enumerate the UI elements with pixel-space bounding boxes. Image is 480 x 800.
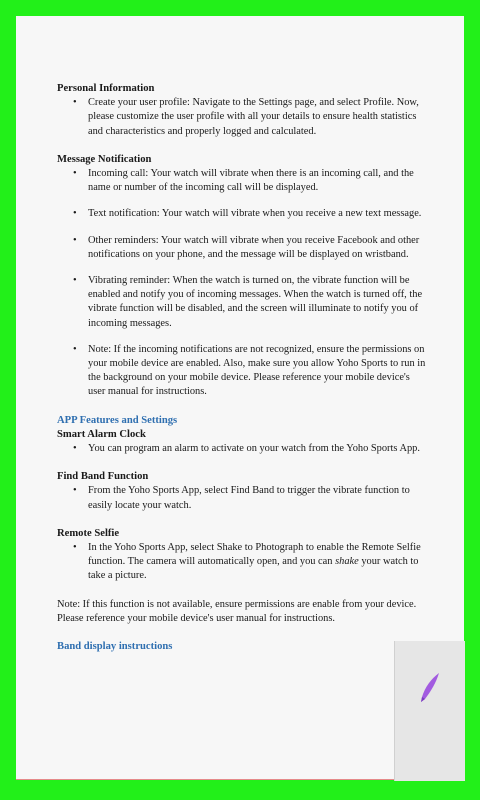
bullet: •: [73, 234, 77, 246]
list-item: • You can program an alarm to activate on your watch from the Yoho Sports App.: [57, 442, 427, 456]
find-band-heading: Find Band Function: [57, 471, 149, 483]
bullet: •: [73, 542, 77, 554]
message-notification-heading: Message Notification: [57, 153, 152, 165]
smart-alarm-heading: Smart Alarm Clock: [57, 428, 146, 440]
list-item: • From the Yoho Sports App, select Find Band to trigger the vibrate function to easily locate your watch.: [73, 485, 410, 511]
list-item: • Note: If the incoming notifications are not recognized, ensure the permissions on your mobile device are enabled. Also, make sure you allow Yoho Sports to run in the background on your mobile device. Please reference your mobile device's user manual for instructions.: [73, 343, 426, 398]
bullet: •: [73, 443, 77, 455]
list-item: • In the Yoho Sports App, select Shake to Photograph to enable the Remote Selfie function. The camera will automatically open, and you can shake your watch to take a picture.: [73, 542, 421, 582]
bullet: •: [73, 485, 77, 497]
personal-information-heading: Personal Information: [57, 83, 155, 94]
remote-selfie-heading: Remote Selfie: [57, 527, 120, 539]
list-item: • Incoming call: Your watch will vibrate when there is an incoming call, and the name or number of the incoming call will be displayed.: [73, 168, 414, 194]
list-item: • Text notification: Your watch will vibrate when you receive a new text message.: [57, 207, 427, 221]
band-display-heading: Band display instructions: [57, 641, 173, 653]
bullet: •: [73, 208, 77, 220]
annotation-toolbar[interactable]: [394, 641, 465, 781]
bullet: •: [73, 343, 77, 355]
bullet: •: [73, 97, 77, 109]
find-band-list: [57, 484, 427, 512]
bullet: •: [73, 168, 77, 180]
remote-selfie-list: [57, 541, 427, 584]
bullet: •: [73, 275, 77, 287]
app-features-heading: APP Features and Settings: [57, 414, 178, 426]
document-content: [57, 82, 427, 654]
smart-alarm-list: [57, 442, 427, 456]
page-bottom-divider: [16, 779, 396, 780]
personal-information-list: [57, 96, 427, 139]
permissions-note: Note: If this function is not available, ensure permissions are enable from your device. Please reference your mobile device's user manual for instructions.: [57, 598, 417, 624]
pen-icon[interactable]: [417, 671, 443, 705]
list-item: • Vibrating reminder: When the watch is turned on, the vibrate function will be enabled and notify you of incoming messages. When the watch is turned off, the vibrate function will be disabled, and the screen will illuminate to notify you of incoming messages.: [73, 275, 423, 329]
message-notification-list: [57, 167, 427, 400]
list-item: • Create your user profile: Navigate to the Settings page, and select Profile. Now, please customize the user profile with all your details to ensure health statistics and characteristics and properly logged and calculated.: [73, 97, 419, 137]
list-item: • Other reminders: Your watch will vibrate when you receive Facebook and other notifications on your phone, and the message will be displayed on wristband.: [73, 234, 420, 260]
